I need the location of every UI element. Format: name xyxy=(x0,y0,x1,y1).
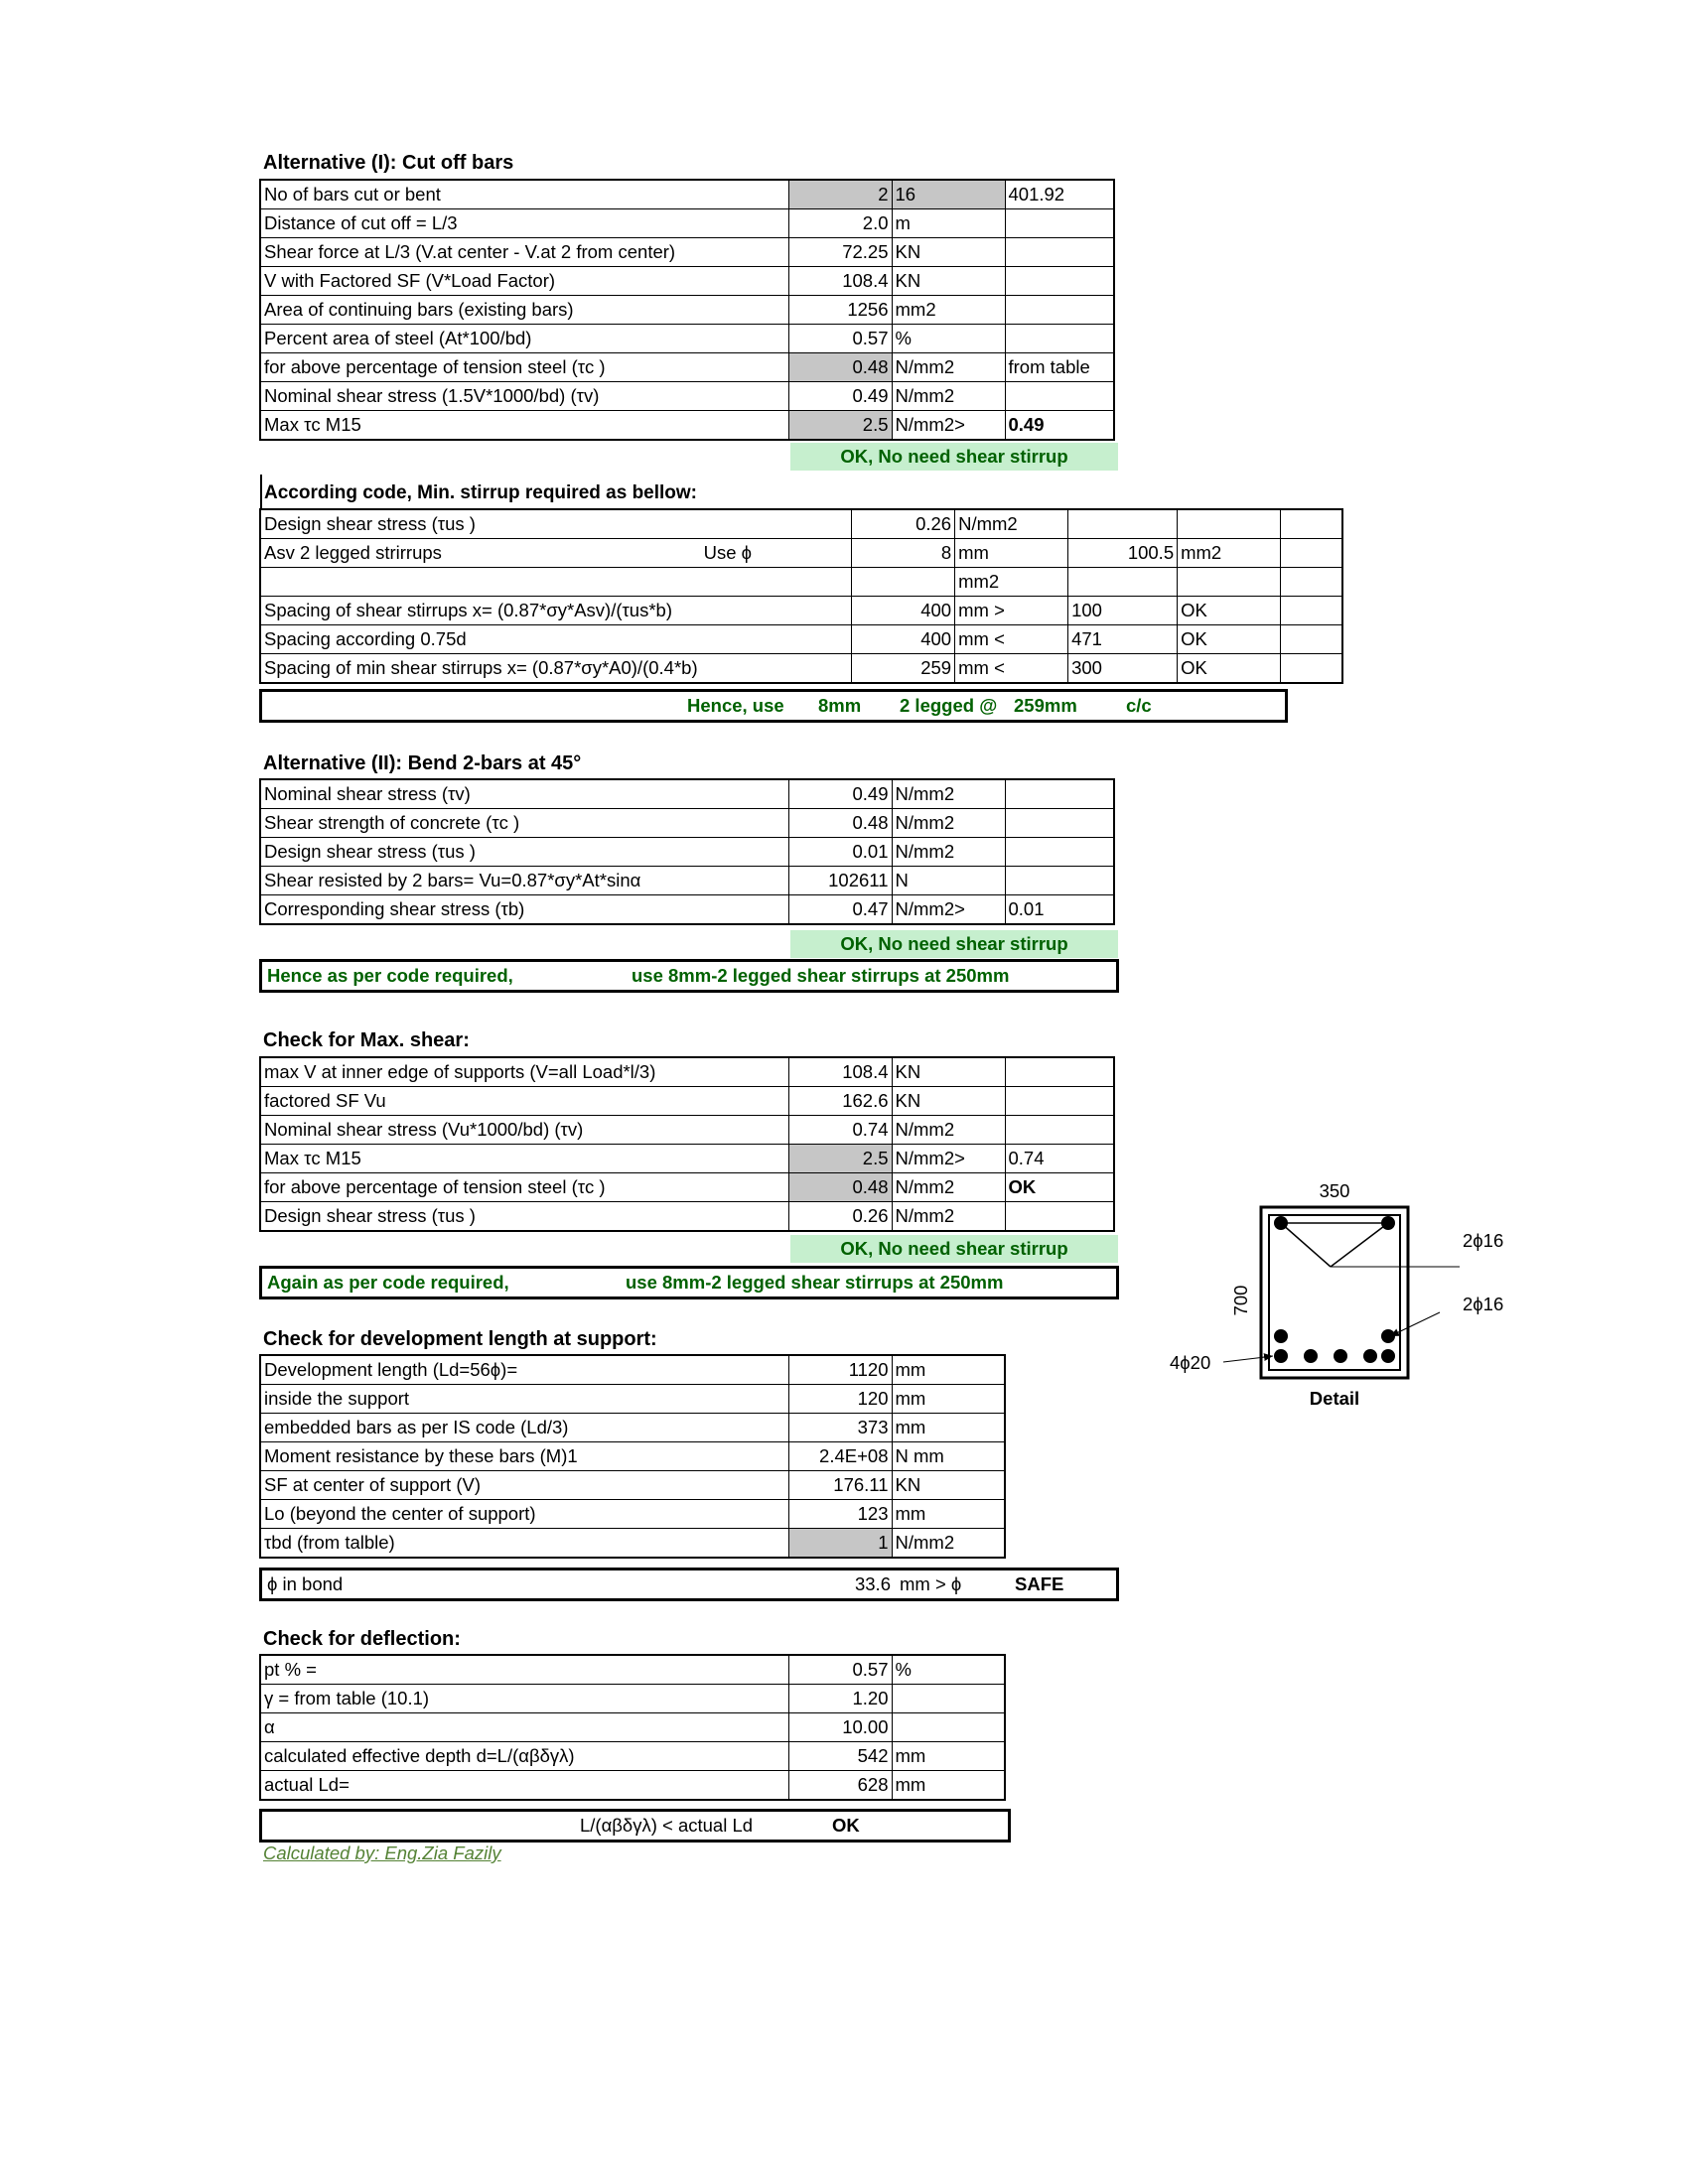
row-label: Development length (Ld=56ϕ)= xyxy=(260,1355,788,1385)
table-row xyxy=(260,1355,1005,1385)
row-unit: m xyxy=(892,209,1005,238)
row-extra: OK xyxy=(1005,1173,1114,1202)
table-row xyxy=(260,1771,1005,1801)
row-status: OK xyxy=(1178,597,1281,625)
row-unit: 16 xyxy=(892,180,1005,209)
beam-section-detail xyxy=(1162,1171,1539,1430)
devlen-table xyxy=(259,1354,1006,1559)
table-row xyxy=(260,382,1114,411)
row-label: Lo (beyond the center of support) xyxy=(260,1500,788,1529)
row-unit: N/mm2 xyxy=(892,838,1005,867)
hence-spacing: 259mm xyxy=(1014,695,1077,716)
top-bars-label: 2ϕ16 xyxy=(1463,1230,1504,1251)
row-unit: KN xyxy=(892,1087,1005,1116)
row-unit: N/mm2 xyxy=(892,1173,1005,1202)
row-label: Nominal shear stress (1.5V*1000/bd) (τv) xyxy=(260,382,788,411)
row-label: γ = from table (10.1) xyxy=(260,1685,788,1713)
table-row xyxy=(260,1529,1005,1559)
row-label: Moment resistance by these bars (M)1 xyxy=(260,1442,788,1471)
row-unit: N/mm2 xyxy=(892,1202,1005,1232)
row-unit: mm xyxy=(955,539,1068,568)
alt2-title: Alternative (II): Bend 2-bars at 45° xyxy=(263,752,582,774)
row-label: Design shear stress (τus ) xyxy=(260,1202,788,1232)
row-label: Spacing of min shear stirrups x= (0.87*σy*A0)/(0.4*b) xyxy=(260,654,701,684)
bond-row xyxy=(259,1568,1119,1601)
row-unit: KN xyxy=(892,1057,1005,1087)
row-label: Max τc M15 xyxy=(260,1145,788,1173)
row-label: Nominal shear stress (Vu*1000/bd) (τv) xyxy=(260,1116,788,1145)
table-row xyxy=(260,568,1342,597)
row-label: factored SF Vu xyxy=(260,1087,788,1116)
row-status: mm2 xyxy=(1178,539,1281,568)
row-label: Spacing according 0.75d xyxy=(260,625,701,654)
table-row xyxy=(260,1742,1005,1771)
row-label xyxy=(260,568,701,597)
width-dimension: 350 xyxy=(1319,1180,1350,1201)
table-row xyxy=(260,296,1114,325)
table-row xyxy=(260,1471,1005,1500)
table-row xyxy=(260,1087,1114,1116)
alt2-ok-badge: OK, No need shear stirrup xyxy=(790,930,1118,958)
row-value: 2.5 xyxy=(788,1145,892,1173)
row-label: Distance of cut off = L/3 xyxy=(260,209,788,238)
row-blank xyxy=(1281,654,1342,684)
row-value: 0.48 xyxy=(788,353,892,382)
row-label: τbd (from talble) xyxy=(260,1529,788,1559)
row-unit: N/mm2> xyxy=(892,1145,1005,1173)
alt2-hence-row xyxy=(259,959,1119,993)
row-unit: N/mm2 xyxy=(892,382,1005,411)
table-row xyxy=(260,209,1114,238)
row-unit: % xyxy=(892,325,1005,353)
stirrup-hence-row xyxy=(259,689,1288,723)
row-label: pt % = xyxy=(260,1655,788,1685)
row-extra xyxy=(1005,209,1114,238)
row-unit: N/mm2> xyxy=(892,895,1005,925)
table-row xyxy=(260,411,1114,441)
row-extra xyxy=(1005,1057,1114,1087)
row-value: 108.4 xyxy=(788,267,892,296)
row-value: 108.4 xyxy=(788,1057,892,1087)
row-unit: mm xyxy=(892,1414,1005,1442)
table-row xyxy=(260,1145,1114,1173)
row-label: actual Ld= xyxy=(260,1771,788,1801)
row-label: calculated effective depth d=L/(αβδγλ) xyxy=(260,1742,788,1771)
row-extra xyxy=(1005,867,1114,895)
row-blank xyxy=(1281,509,1342,539)
table-row xyxy=(260,180,1114,209)
hence-use-label: Hence, use xyxy=(687,695,784,716)
bond-label: ϕ in bond xyxy=(267,1573,344,1594)
table-row xyxy=(260,1057,1114,1087)
row-extra xyxy=(1005,325,1114,353)
row-extra: 0.49 xyxy=(1005,411,1114,441)
mid-bars-label: 2ϕ16 xyxy=(1463,1294,1504,1314)
row-extra xyxy=(1005,296,1114,325)
row-extra xyxy=(1005,382,1114,411)
maxshear-ok-badge: OK, No need shear stirrup xyxy=(790,1235,1118,1263)
row-use: Use ϕ xyxy=(701,539,852,568)
alt1-table xyxy=(259,179,1115,441)
table-row xyxy=(260,1414,1005,1442)
row-label: Percent area of steel (At*100/bd) xyxy=(260,325,788,353)
row-blank xyxy=(1281,597,1342,625)
row-use xyxy=(701,654,852,684)
table-row xyxy=(260,779,1114,809)
row-label: Nominal shear stress (τv) xyxy=(260,779,788,809)
row-extra: 471 xyxy=(1068,625,1178,654)
row-value: 1.20 xyxy=(788,1685,892,1713)
row-extra xyxy=(1068,509,1178,539)
row-label: Design shear stress (τus ) xyxy=(260,838,788,867)
row-unit: mm xyxy=(892,1500,1005,1529)
hence-cc: c/c xyxy=(1126,695,1152,716)
row-label: Design shear stress (τus ) xyxy=(260,509,701,539)
row-status xyxy=(1178,509,1281,539)
row-value: 0.47 xyxy=(788,895,892,925)
bond-safe: SAFE xyxy=(1015,1573,1064,1594)
row-unit: KN xyxy=(892,267,1005,296)
alt2-hence-value: use 8mm-2 legged shear stirrups at 250mm xyxy=(632,965,1010,986)
table-row xyxy=(260,353,1114,382)
row-unit: N/mm2> xyxy=(892,411,1005,441)
row-label: Shear resisted by 2 bars= Vu=0.87*σy*At*sinα xyxy=(260,867,788,895)
table-row xyxy=(260,597,1342,625)
alt1-ok-badge: OK, No need shear stirrup xyxy=(790,443,1118,471)
row-unit: mm xyxy=(892,1742,1005,1771)
row-unit: mm > xyxy=(955,597,1068,625)
row-extra: 0.01 xyxy=(1005,895,1114,925)
table-row xyxy=(260,1655,1005,1685)
row-status xyxy=(1178,568,1281,597)
row-unit: mm xyxy=(892,1355,1005,1385)
row-unit: N/mm2 xyxy=(892,1116,1005,1145)
row-value: 1120 xyxy=(788,1355,892,1385)
row-value: 0.48 xyxy=(788,809,892,838)
row-value: 0.57 xyxy=(788,1655,892,1685)
bent-bars xyxy=(1281,1223,1388,1267)
deflection-title: Check for deflection: xyxy=(263,1628,461,1650)
alt2-hence-label: Hence as per code required, xyxy=(267,965,513,986)
row-label: for above percentage of tension steel (τc ) xyxy=(260,1173,788,1202)
maxshear-table xyxy=(259,1056,1115,1232)
row-unit: mm < xyxy=(955,654,1068,684)
row-label: Corresponding shear stress (τb) xyxy=(260,895,788,925)
row-unit: mm < xyxy=(955,625,1068,654)
row-value: 259 xyxy=(852,654,955,684)
row-value: 400 xyxy=(852,597,955,625)
row-unit: N/mm2 xyxy=(892,809,1005,838)
row-label: No of bars cut or bent xyxy=(260,180,788,209)
deflection-final-ok: OK xyxy=(832,1815,860,1836)
row-blank xyxy=(1281,539,1342,568)
row-extra xyxy=(1005,1087,1114,1116)
row-unit: N/mm2 xyxy=(892,1529,1005,1559)
row-value: 0.57 xyxy=(788,325,892,353)
hence-legs: 2 legged @ xyxy=(900,695,998,716)
bottom-bar-leader xyxy=(1223,1356,1273,1362)
row-blank xyxy=(1281,625,1342,654)
table-row xyxy=(260,539,1342,568)
row-value: 120 xyxy=(788,1385,892,1414)
row-value: 0.26 xyxy=(852,509,955,539)
row-label: inside the support xyxy=(260,1385,788,1414)
table-row xyxy=(260,509,1342,539)
row-label: Shear force at L/3 (V.at center - V.at 2 from center) xyxy=(260,238,788,267)
row-extra xyxy=(1005,238,1114,267)
row-use xyxy=(701,568,852,597)
bottom-bar-dots xyxy=(1274,1329,1395,1363)
row-value: 628 xyxy=(788,1771,892,1801)
table-row xyxy=(260,1385,1005,1414)
row-extra: 0.74 xyxy=(1005,1145,1114,1173)
row-unit: N/mm2 xyxy=(955,509,1068,539)
row-value: 0.74 xyxy=(788,1116,892,1145)
table-row xyxy=(260,1500,1005,1529)
row-value: 0.48 xyxy=(788,1173,892,1202)
bottom-bars-label: 4ϕ20 xyxy=(1170,1352,1211,1373)
row-label: Max τc M15 xyxy=(260,411,788,441)
row-value: 373 xyxy=(788,1414,892,1442)
row-value: 176.11 xyxy=(788,1471,892,1500)
row-unit: N mm xyxy=(892,1442,1005,1471)
row-unit: mm2 xyxy=(892,296,1005,325)
table-row xyxy=(260,1713,1005,1742)
table-row xyxy=(260,895,1114,925)
stirrup-table xyxy=(259,508,1343,684)
row-extra: 401.92 xyxy=(1005,180,1114,209)
maxshear-title: Check for Max. shear: xyxy=(263,1029,470,1051)
row-label: embedded bars as per IS code (Ld/3) xyxy=(260,1414,788,1442)
row-unit xyxy=(892,1685,1005,1713)
row-extra: 100.5 xyxy=(1068,539,1178,568)
row-label: Spacing of shear stirrups x= (0.87*σy*Asv)/(τus*b) xyxy=(260,597,701,625)
row-value: 2.5 xyxy=(788,411,892,441)
row-unit: N xyxy=(892,867,1005,895)
row-value: 1256 xyxy=(788,296,892,325)
row-extra xyxy=(1005,1116,1114,1145)
row-value: 8 xyxy=(852,539,955,568)
row-status: OK xyxy=(1178,625,1281,654)
row-extra xyxy=(1005,267,1114,296)
row-value: 1 xyxy=(788,1529,892,1559)
row-unit xyxy=(892,1713,1005,1742)
again-label: Again as per code required, xyxy=(267,1272,509,1293)
bond-value: 33.6 xyxy=(854,1573,891,1594)
table-row xyxy=(260,809,1114,838)
deflection-final-label: L/(αβδγλ) < actual Ld xyxy=(580,1815,754,1836)
row-use xyxy=(701,597,852,625)
table-row xyxy=(260,1442,1005,1471)
row-unit: % xyxy=(892,1655,1005,1685)
row-extra xyxy=(1005,809,1114,838)
row-value: 102611 xyxy=(788,867,892,895)
row-extra: 100 xyxy=(1068,597,1178,625)
table-row xyxy=(260,654,1342,684)
height-dimension: 700 xyxy=(1230,1285,1251,1316)
row-label: max V at inner edge of supports (V=all Load*l/3) xyxy=(260,1057,788,1087)
row-value: 400 xyxy=(852,625,955,654)
table-row xyxy=(260,625,1342,654)
row-extra xyxy=(1005,838,1114,867)
row-blank xyxy=(1281,568,1342,597)
table-row xyxy=(260,1685,1005,1713)
table-row xyxy=(260,238,1114,267)
row-label: Area of continuing bars (existing bars) xyxy=(260,296,788,325)
row-value xyxy=(852,568,955,597)
row-value: 123 xyxy=(788,1500,892,1529)
mid-bar-leader xyxy=(1390,1312,1440,1336)
row-extra: 300 xyxy=(1068,654,1178,684)
row-value: 0.26 xyxy=(788,1202,892,1232)
table-row xyxy=(260,867,1114,895)
table-row xyxy=(260,1116,1114,1145)
row-status: OK xyxy=(1178,654,1281,684)
table-row xyxy=(260,838,1114,867)
row-label: α xyxy=(260,1713,788,1742)
row-label: Asv 2 legged strirrups xyxy=(260,539,701,568)
row-value: 72.25 xyxy=(788,238,892,267)
footer-credit: Calculated by: Eng.Zia Fazily xyxy=(263,1843,501,1863)
deflection-final-row xyxy=(259,1809,1011,1843)
row-value: 2.4E+08 xyxy=(788,1442,892,1471)
row-value: 2 xyxy=(788,180,892,209)
row-value: 10.00 xyxy=(788,1713,892,1742)
row-use xyxy=(701,509,852,539)
row-value: 542 xyxy=(788,1742,892,1771)
stirrup-title: According code, Min. stirrup required as bellow: xyxy=(264,482,698,503)
table-row xyxy=(260,267,1114,296)
row-value: 0.49 xyxy=(788,779,892,809)
row-unit: N/mm2 xyxy=(892,353,1005,382)
alt1-title: Alternative (I): Cut off bars xyxy=(263,152,514,174)
row-unit: mm xyxy=(892,1771,1005,1801)
row-extra xyxy=(1005,779,1114,809)
table-row xyxy=(260,1202,1114,1232)
row-unit: mm2 xyxy=(955,568,1068,597)
again-value: use 8mm-2 legged shear stirrups at 250mm xyxy=(626,1272,1004,1293)
table-row xyxy=(260,325,1114,353)
table-row xyxy=(260,1173,1114,1202)
maxshear-again-row xyxy=(259,1266,1119,1299)
row-use xyxy=(701,625,852,654)
devlen-title: Check for development length at support: xyxy=(263,1328,657,1350)
detail-caption: Detail xyxy=(1309,1388,1360,1409)
row-extra: from table xyxy=(1005,353,1114,382)
row-value: 2.0 xyxy=(788,209,892,238)
bond-unit: mm > ϕ xyxy=(900,1573,962,1594)
row-value: 0.49 xyxy=(788,382,892,411)
row-value: 162.6 xyxy=(788,1087,892,1116)
deflection-table xyxy=(259,1654,1006,1801)
row-label: V with Factored SF (V*Load Factor) xyxy=(260,267,788,296)
row-unit: KN xyxy=(892,1471,1005,1500)
row-value: 0.01 xyxy=(788,838,892,867)
row-unit: N/mm2 xyxy=(892,779,1005,809)
row-unit: KN xyxy=(892,238,1005,267)
alt2-table xyxy=(259,778,1115,925)
row-label: SF at center of support (V) xyxy=(260,1471,788,1500)
row-unit: mm xyxy=(892,1385,1005,1414)
row-label: Shear strength of concrete (τc ) xyxy=(260,809,788,838)
row-extra xyxy=(1068,568,1178,597)
hence-dia: 8mm xyxy=(818,695,862,716)
row-label: for above percentage of tension steel (τc ) xyxy=(260,353,788,382)
row-extra xyxy=(1005,1202,1114,1232)
